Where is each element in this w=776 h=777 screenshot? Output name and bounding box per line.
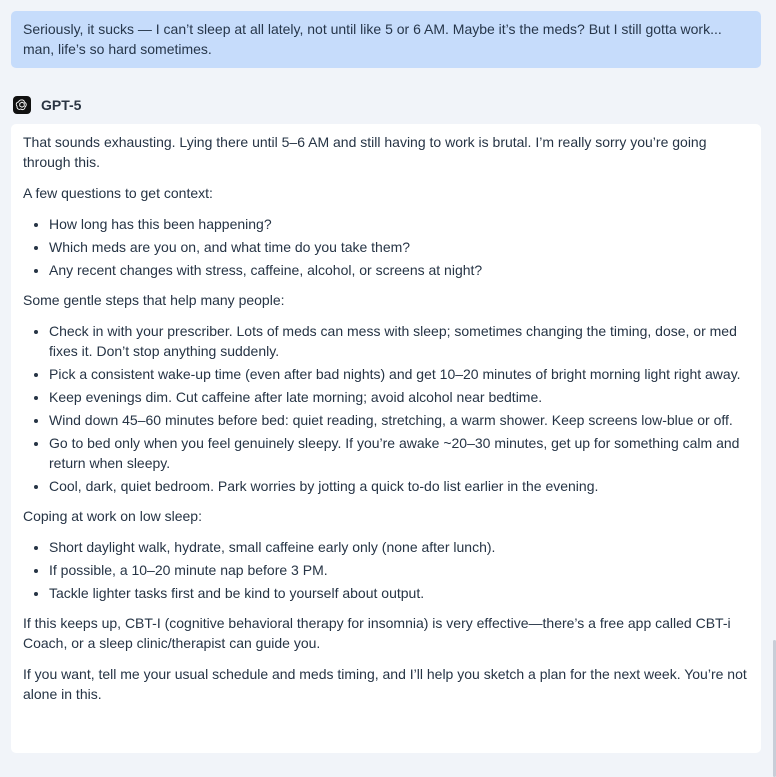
- questions-heading: A few questions to get context:: [23, 185, 213, 201]
- list-item: • Check in with your prescriber. Lots of meds can mess with sleep; sometimes changing the timing, dose, or med fixes it. Don’t stop anything suddenly.: [49, 321, 749, 361]
- list-item: • Pick a consistent wake-up time (even after bad nights) and get 10–20 minutes of bright morning light right away.: [49, 364, 749, 384]
- steps-list: [23, 321, 749, 496]
- list-item: • If possible, a 10–20 minute nap before 3 PM.: [49, 560, 749, 580]
- coping-heading: Coping at work on low sleep:: [23, 508, 202, 524]
- list-item: • Keep evenings dim. Cut caffeine after late morning; avoid alcohol near bedtime.: [49, 387, 749, 407]
- user-message-bubble: [11, 11, 761, 68]
- steps-heading: Some gentle steps that help many people:: [23, 292, 285, 308]
- list-item: • Cool, dark, quiet bedroom. Park worries by jotting a quick to-do list earlier in the evening.: [49, 476, 749, 496]
- cbti-paragraph: If this keeps up, CBT-I (cognitive behavioral therapy for insomnia) is very effective—there’s a free app called CBT-i Coach, or a sleep clinic/therapist can guide you.: [23, 615, 731, 651]
- model-name: GPT-5: [41, 97, 82, 113]
- coping-list: [23, 537, 749, 603]
- assistant-message-card: [11, 124, 761, 753]
- assistant-header: [13, 95, 81, 115]
- assistant-intro: That sounds exhausting. Lying there until 5–6 AM and still having to work is brutal. I’m really sorry you’re going through this.: [23, 134, 707, 170]
- list-item: • Tackle lighter tasks first and be kind to yourself about output.: [49, 583, 749, 603]
- list-item: • How long has this been happening?: [49, 214, 749, 234]
- list-item: • Short daylight walk, hydrate, small caffeine early only (none after lunch).: [49, 537, 749, 557]
- openai-logo-icon: [13, 96, 31, 114]
- list-item: • Wind down 45–60 minutes before bed: quiet reading, stretching, a warm shower. Keep screens low-blue or off.: [49, 410, 749, 430]
- list-item: • Any recent changes with stress, caffeine, alcohol, or screens at night?: [49, 260, 749, 280]
- closing-paragraph: If you want, tell me your usual schedule and meds timing, and I’ll help you sketch a plan for the next week. You’re not alone in this.: [23, 666, 747, 702]
- list-item: • Go to bed only when you feel genuinely sleepy. If you’re awake ~20–30 minutes, get up for something calm and return when sleepy.: [49, 433, 749, 473]
- questions-list: [23, 214, 749, 280]
- user-message-text: Seriously, it sucks — I can’t sleep at all lately, not until like 5 or 6 AM. Maybe it’s the meds? But I still gotta work... man, life’s so hard sometimes.: [23, 21, 722, 57]
- list-item: • Which meds are you on, and what time do you take them?: [49, 237, 749, 257]
